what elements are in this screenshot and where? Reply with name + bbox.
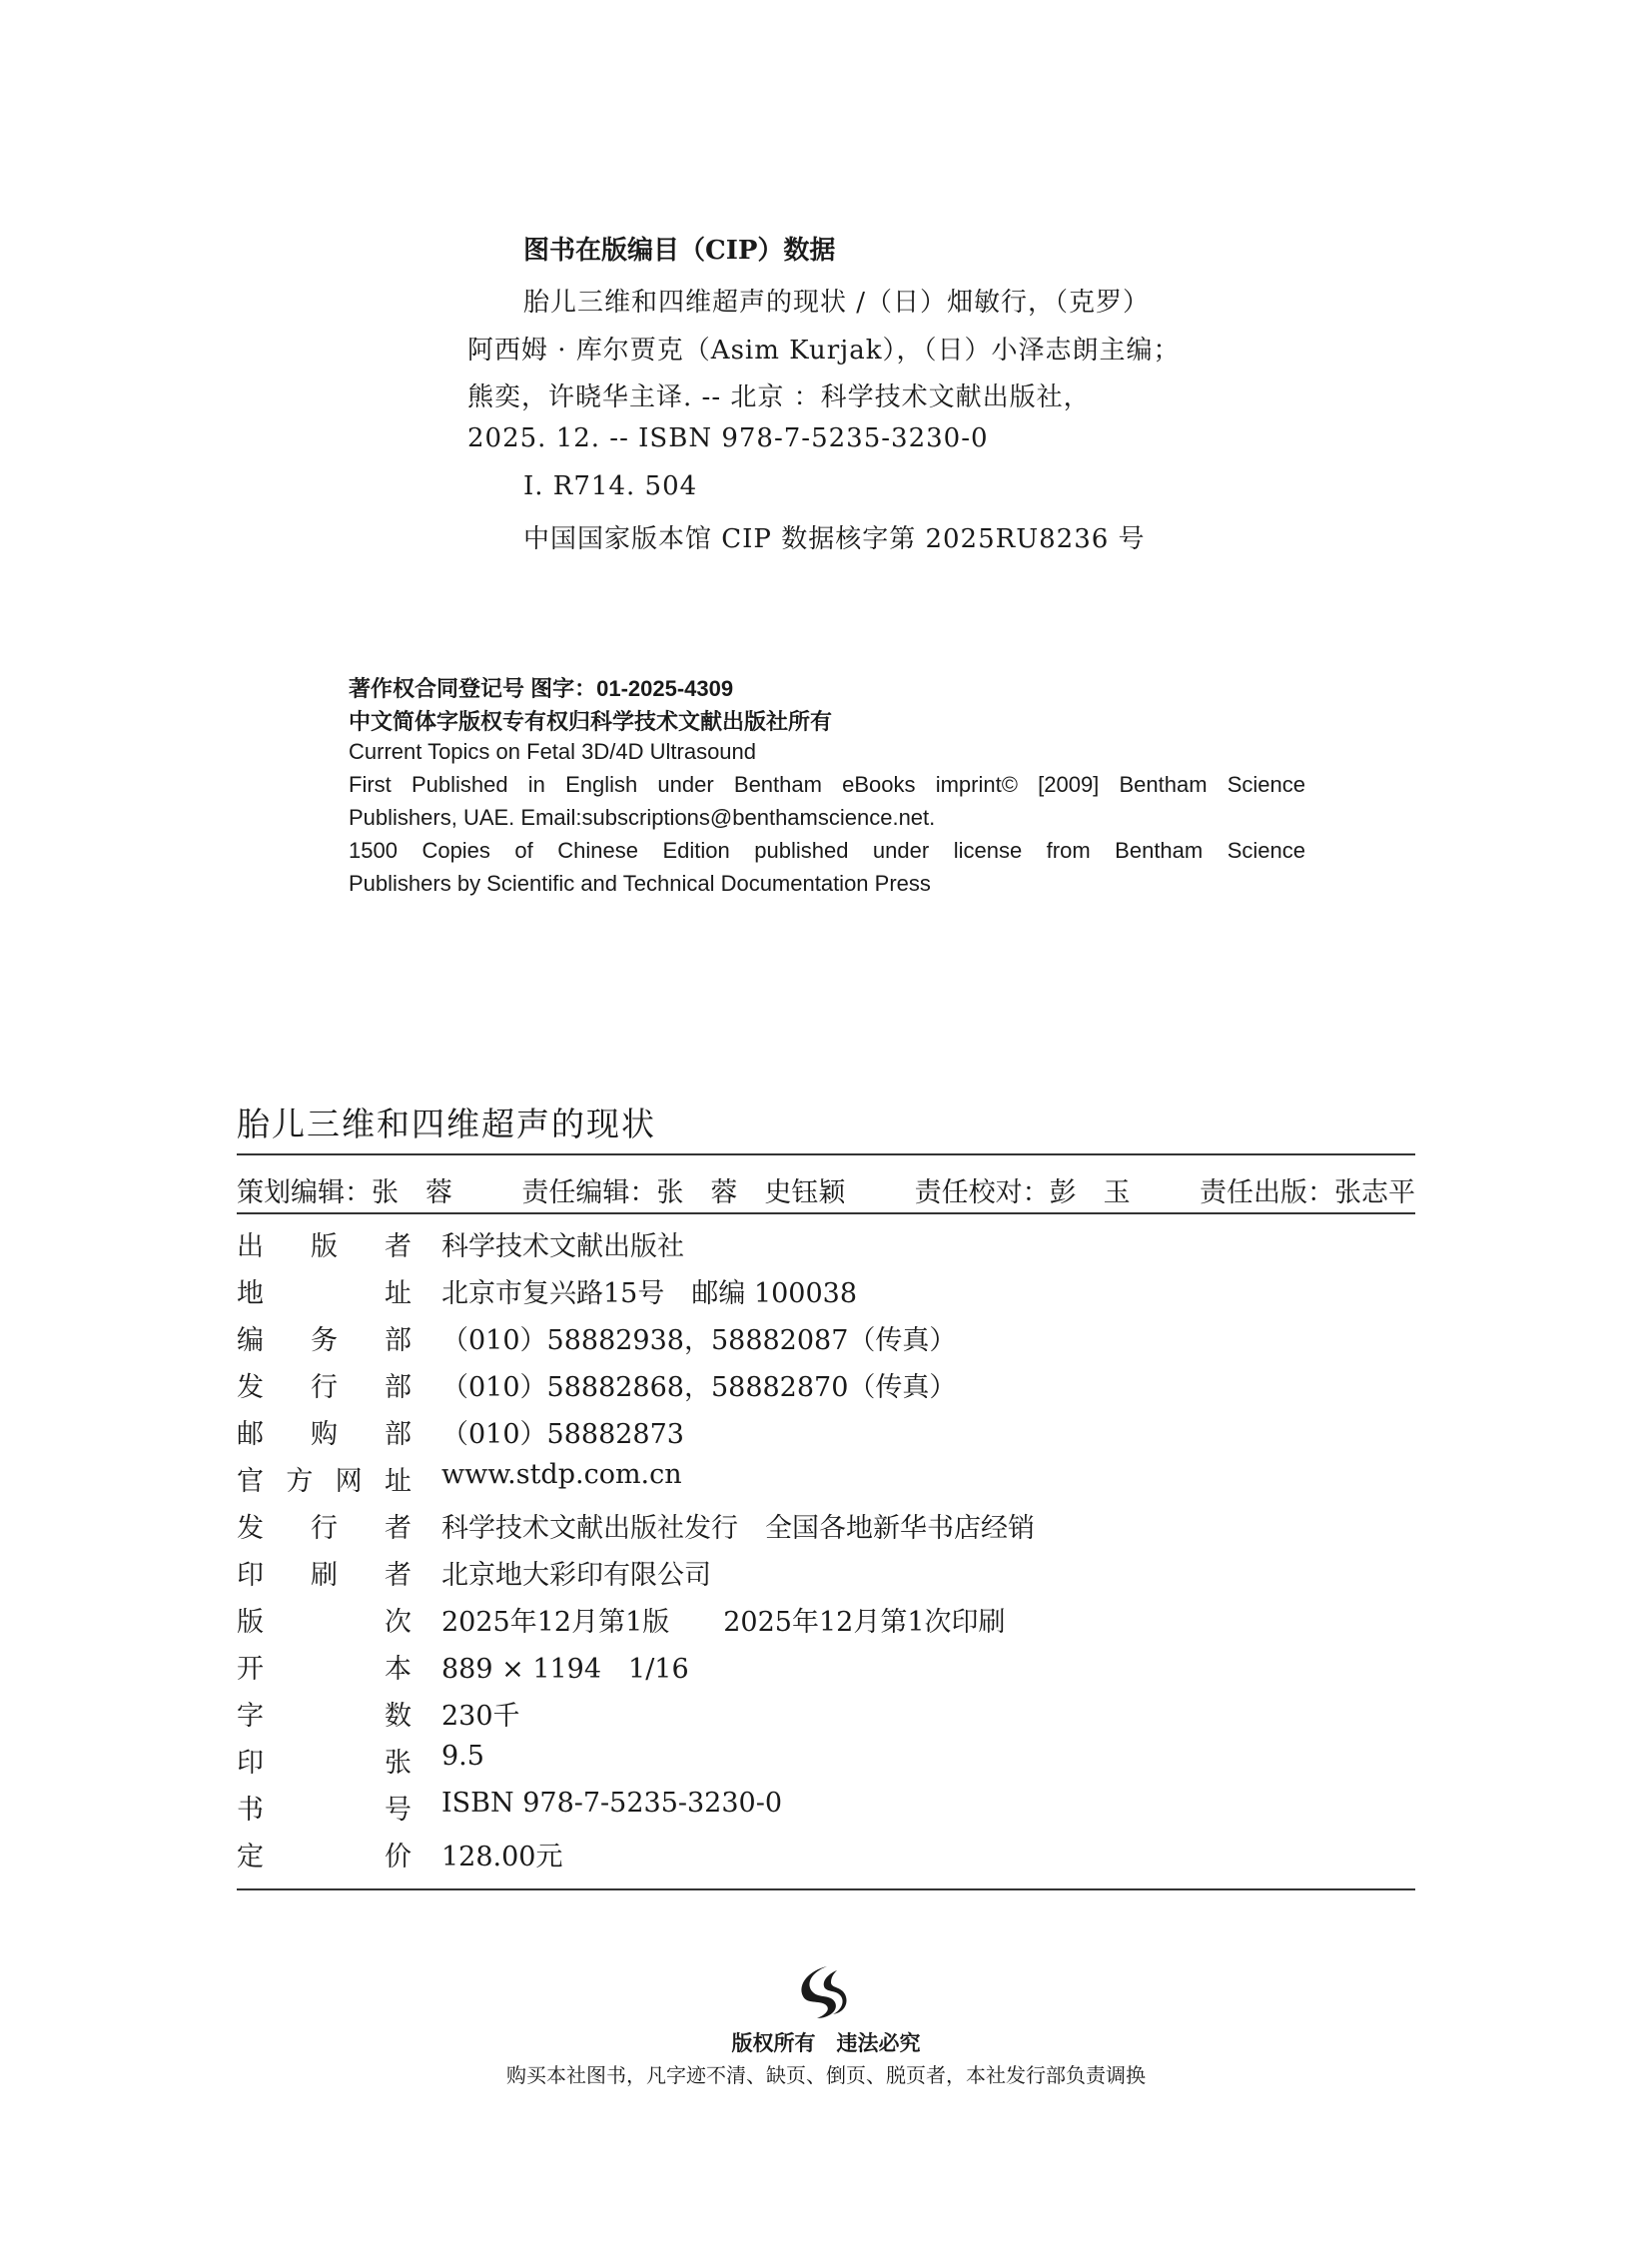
info-value: 北京市复兴路15号 邮编 100038	[441, 1278, 858, 1309]
info-label-char: 址	[384, 1466, 412, 1497]
copyright-exclusive: 中文简体字版权专有权归科学技术文献出版社所有	[349, 709, 833, 734]
info-value: 2025年12月第1版 2025年12月第1次印刷	[441, 1607, 1006, 1638]
editor-credit: 责任出版：张志平	[1199, 1177, 1415, 1208]
info-value: 230千	[441, 1701, 520, 1732]
info-label-char: 者	[385, 1513, 412, 1544]
info-label	[237, 1318, 412, 1357]
info-label-char: 者	[385, 1560, 412, 1591]
info-label-char: 邮	[237, 1419, 264, 1450]
info-row	[237, 1647, 689, 1686]
info-row	[237, 1224, 684, 1263]
info-row	[237, 1459, 682, 1498]
cip-line: 胎儿三维和四维超声的现状 /（日）畑敏行，（克罗）	[523, 288, 1151, 318]
info-value: 北京地大彩印有限公司	[441, 1560, 711, 1591]
license-line: 1500 Copies of Chinese Edition published under license from Bentham Science	[349, 838, 1305, 863]
info-row	[237, 1835, 562, 1873]
info-row	[237, 1412, 684, 1451]
info-label-char: 址	[385, 1278, 412, 1309]
info-label-char: 本	[385, 1654, 412, 1685]
info-label	[237, 1506, 412, 1545]
info-row	[237, 1271, 857, 1310]
info-label	[237, 1694, 412, 1733]
info-label-char: 发	[237, 1513, 264, 1544]
info-row	[237, 1318, 956, 1357]
replacement-notice: 购买本社图书，凡字迹不清、缺页、倒页、脱页者，本社发行部负责调换	[506, 2063, 1146, 2087]
divider	[237, 1212, 1415, 1214]
info-label-char: 次	[385, 1607, 412, 1638]
info-label-char: 版	[311, 1231, 338, 1262]
info-label-char: 版	[237, 1607, 264, 1638]
info-label-char: 发	[237, 1372, 264, 1403]
copyright-registration: 著作权合同登记号 图字：01-2025-4309	[349, 676, 734, 701]
info-label-char: 定	[237, 1842, 264, 1872]
info-row	[237, 1694, 520, 1733]
publisher-logo-icon	[797, 1962, 849, 2022]
first-published-line: First Published in English under Bentham eBooks imprint© [2009] Bentham Science	[349, 772, 1305, 797]
info-label-char: 部	[385, 1325, 412, 1356]
info-label-char: 出	[237, 1231, 264, 1262]
editor-credit: 责任编辑：张 蓉 史钰颖	[521, 1177, 846, 1208]
info-value: （010）58882873	[441, 1419, 684, 1450]
info-label	[237, 1600, 412, 1639]
cip-line: 中国国家版本馆 CIP 数据核字第 2025RU8236 号	[523, 524, 1146, 554]
info-label-char: 网	[335, 1466, 363, 1497]
info-row	[237, 1600, 1006, 1639]
info-label-char: 地	[237, 1278, 264, 1309]
info-value: 科学技术文献出版社	[441, 1231, 684, 1262]
info-label-char: 刷	[311, 1560, 338, 1591]
cip-line: Ⅰ. R714. 504	[523, 471, 698, 501]
license-line: Publishers by Scientific and Technical Documentation Press	[349, 871, 931, 896]
info-label-char: 印	[237, 1560, 264, 1591]
info-value: www.stdp.com.cn	[441, 1459, 682, 1490]
info-label-char: 号	[385, 1795, 412, 1826]
info-label-char: 价	[385, 1842, 412, 1872]
info-label	[237, 1365, 412, 1404]
info-label-char: 数	[385, 1701, 412, 1732]
info-value: 科学技术文献出版社发行 全国各地新华书店经销	[441, 1513, 1035, 1544]
original-title: Current Topics on Fetal 3D/4D Ultrasound	[349, 739, 757, 764]
info-label-char: 开	[237, 1654, 264, 1685]
info-label-char: 务	[311, 1325, 338, 1356]
divider	[237, 1153, 1415, 1155]
info-label-char: 部	[385, 1419, 412, 1450]
info-value: （010）58882868，58882870（传真）	[441, 1372, 957, 1403]
info-label-char: 书	[237, 1795, 264, 1826]
info-label-char: 字	[237, 1701, 264, 1732]
info-label-char: 方	[286, 1466, 314, 1497]
info-label	[237, 1271, 412, 1310]
info-value: ISBN 978-7-5235-3230-0	[441, 1788, 783, 1819]
info-label-char: 购	[311, 1419, 338, 1450]
info-value: 9.5	[441, 1741, 484, 1772]
info-value: 889 × 1194 1/16	[441, 1654, 689, 1685]
info-row	[237, 1506, 1035, 1545]
info-label-char: 编	[237, 1325, 264, 1356]
info-label	[237, 1788, 412, 1827]
info-label-char: 官	[237, 1466, 264, 1497]
info-row	[237, 1741, 484, 1780]
editor-credit: 策划编辑：张 蓉	[237, 1177, 452, 1208]
info-label	[237, 1647, 412, 1686]
info-label	[237, 1412, 412, 1451]
info-value: 128.00元	[441, 1842, 563, 1872]
editor-credit: 责任校对：彭 玉	[914, 1177, 1131, 1208]
info-label-char: 者	[385, 1231, 412, 1262]
info-label	[237, 1835, 412, 1873]
cip-line: 阿西姆 · 库尔贾克（Asim Kurjak），（日）小泽志朗主编；	[467, 336, 1181, 366]
cip-line: 熊奕，许晓华主译. -- 北京 ：科学技术文献出版社，	[467, 382, 1091, 412]
info-label-char: 行	[311, 1513, 338, 1544]
info-label	[237, 1224, 412, 1263]
info-row	[237, 1365, 956, 1404]
info-label	[237, 1553, 412, 1592]
info-row	[237, 1788, 782, 1827]
rights-reserved: 版权所有 违法必究	[731, 2030, 921, 2055]
info-label-char: 行	[311, 1372, 338, 1403]
info-row	[237, 1553, 711, 1592]
info-value: （010）58882938，58882087（传真）	[441, 1325, 957, 1356]
first-published-line: Publishers, UAE. Email:subscriptions@benthamscience.net.	[349, 805, 936, 830]
divider	[237, 1888, 1415, 1890]
book-title: 胎儿三维和四维超声的现状	[237, 1105, 656, 1143]
editors-line	[237, 1170, 1415, 1209]
info-label	[237, 1741, 412, 1780]
cip-line: 2025. 12. -- ISBN 978-7-5235-3230-0	[467, 423, 989, 453]
info-label	[237, 1459, 412, 1498]
info-label-char: 部	[385, 1372, 412, 1403]
cip-title: 图书在版编目（CIP）数据	[523, 236, 836, 266]
info-label-char: 张	[385, 1748, 412, 1779]
info-label-char: 印	[237, 1748, 264, 1779]
